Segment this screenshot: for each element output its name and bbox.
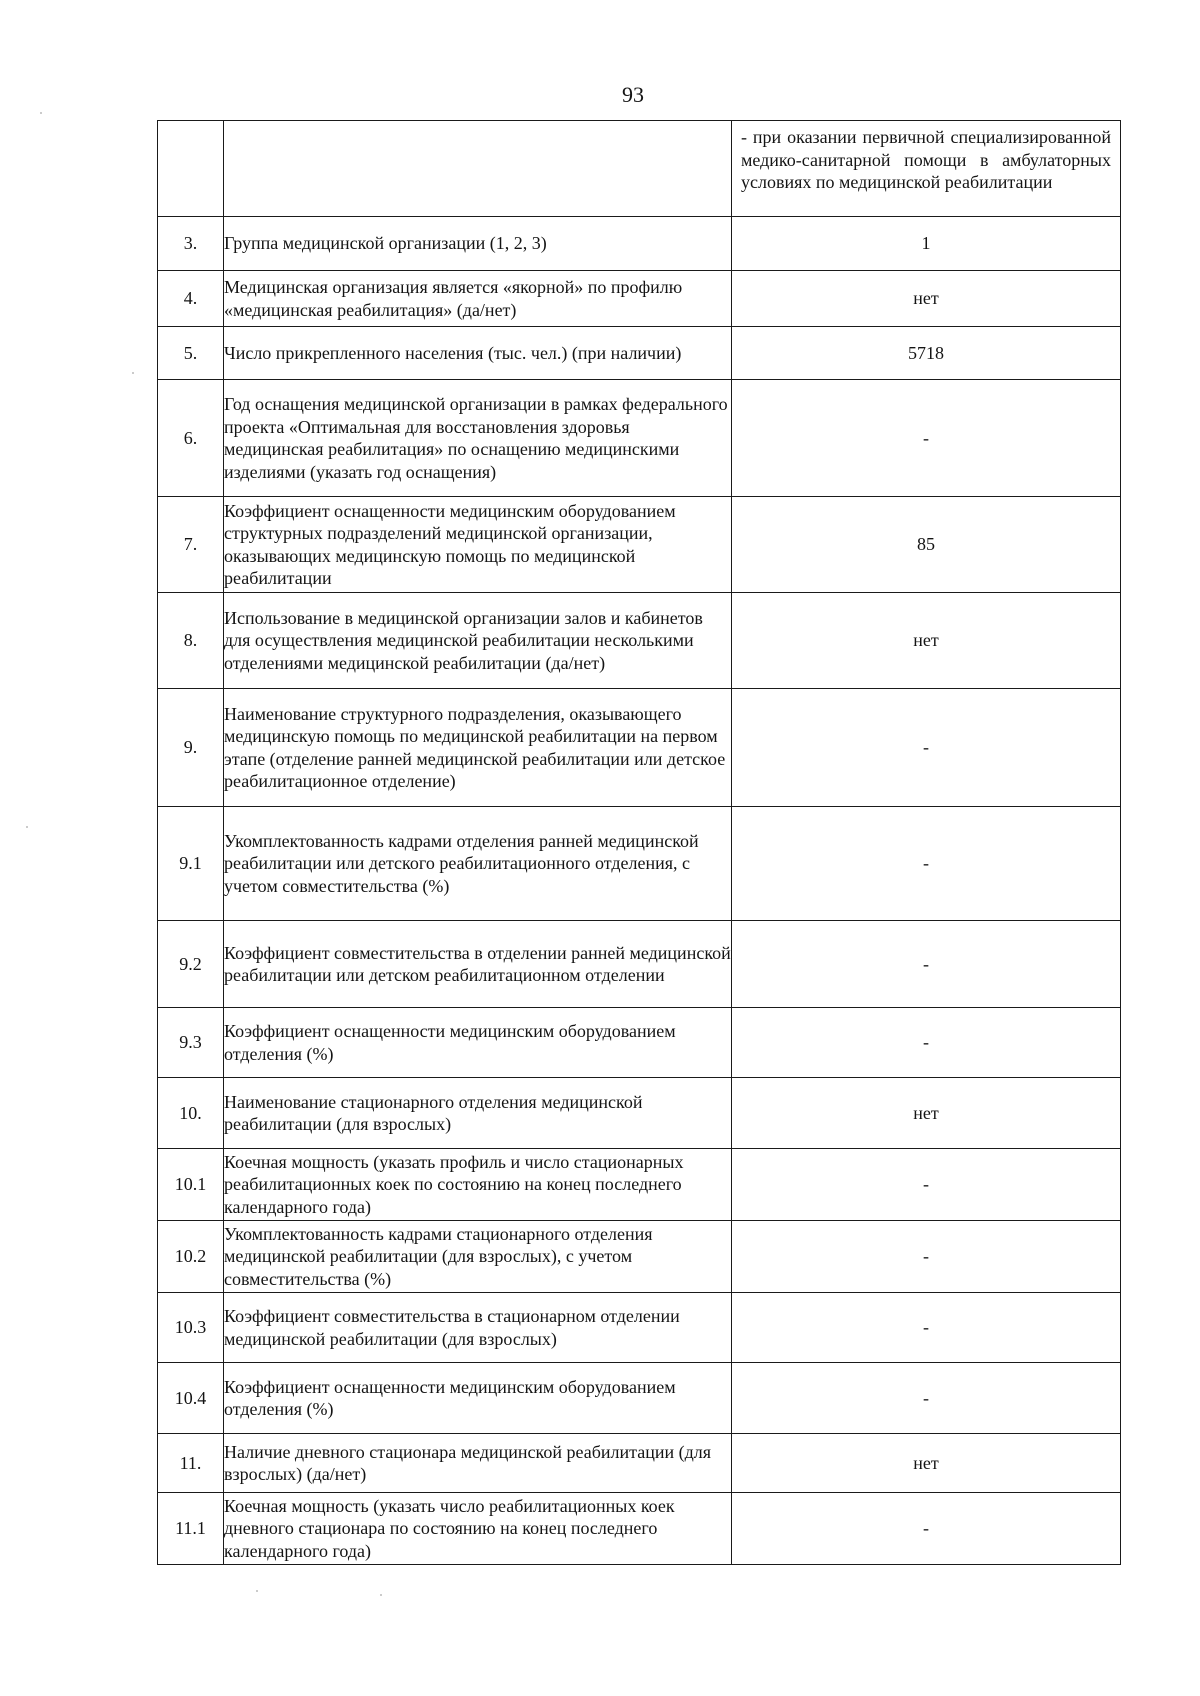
row-number: 10.1 xyxy=(158,1149,224,1221)
table-row xyxy=(158,497,1121,593)
table-row xyxy=(158,1434,1121,1493)
table-row xyxy=(158,807,1121,921)
row-value: - xyxy=(732,1363,1121,1434)
row-number: 7. xyxy=(158,497,224,593)
row-number: 6. xyxy=(158,380,224,497)
table-row xyxy=(158,1493,1121,1565)
row-value: - xyxy=(732,1493,1121,1565)
row-value: нет xyxy=(732,1078,1121,1149)
row-value: - xyxy=(732,1008,1121,1078)
page-number: 93 xyxy=(622,82,644,107)
row-value: - xyxy=(732,1221,1121,1293)
table-row xyxy=(158,593,1121,689)
row-value: нет xyxy=(732,1434,1121,1493)
row-number: 10.4 xyxy=(158,1363,224,1434)
table-row xyxy=(158,1008,1121,1078)
table-row xyxy=(158,1078,1121,1149)
table-row xyxy=(158,271,1121,327)
row-description: Коэффициент совместительства в стационарном отделении медицинской реабилитации (для взрослых) xyxy=(224,1293,732,1363)
table-row xyxy=(158,921,1121,1008)
row-description: Укомплектованность кадрами отделения ранней медицинской реабилитации или детского реабилитационного отделения, с учетом совместительства (%) xyxy=(224,807,732,921)
row-number: 9.1 xyxy=(158,807,224,921)
scan-speck xyxy=(132,372,134,374)
row-value: 5718 xyxy=(732,327,1121,380)
header-description-cell xyxy=(224,121,732,217)
table-row xyxy=(158,380,1121,497)
table-row xyxy=(158,1221,1121,1293)
row-description: Наименование стационарного отделения медицинской реабилитации (для взрослых) xyxy=(224,1078,732,1149)
row-value: 1 xyxy=(732,217,1121,271)
indicators-table xyxy=(157,120,1121,1565)
row-description: Группа медицинской организации (1, 2, 3) xyxy=(224,217,732,271)
table-header-row xyxy=(158,121,1121,217)
row-value: - xyxy=(732,807,1121,921)
scan-speck xyxy=(256,1590,258,1592)
row-number: 5. xyxy=(158,327,224,380)
row-description: Наличие дневного стационара медицинской реабилитации (для взрослых) (да/нет) xyxy=(224,1434,732,1493)
row-description: Наименование структурного подразделения, оказывающего медицинскую помощь по медицинской реабилитации на первом этапе (отделение ранней медицинской реабилитации или детское реабилитационное отделение) xyxy=(224,689,732,807)
row-number: 9. xyxy=(158,689,224,807)
row-description: Коэффициент оснащенности медицинским оборудованием структурных подразделений медицинской организации, оказывающих медицинскую помощь по медицинской реабилитации xyxy=(224,497,732,593)
row-value: - xyxy=(732,1149,1121,1221)
row-description: Укомплектованность кадрами стационарного отделения медицинской реабилитации (для взрослых), с учетом совместительства (%) xyxy=(224,1221,732,1293)
row-description: Коечная мощность (указать число реабилитационных коек дневного стационара по состоянию на конец последнего календарного года) xyxy=(224,1493,732,1565)
row-value: нет xyxy=(732,593,1121,689)
row-description: Коэффициент оснащенности медицинским оборудованием отделения (%) xyxy=(224,1363,732,1434)
row-value: 85 xyxy=(732,497,1121,593)
header-value-cell: - при оказании первичной специализированной медико-санитарной помощи в амбулаторных условиях по медицинской реабилитации xyxy=(732,121,1121,217)
row-description: Использование в медицинской организации залов и кабинетов для осуществления медицинской реабилитации несколькими отделениями медицинской реабилитации (да/нет) xyxy=(224,593,732,689)
table-row xyxy=(158,1363,1121,1434)
scan-speck xyxy=(26,826,28,828)
row-description: Медицинская организация является «якорной» по профилю «медицинская реабилитация» (да/нет) xyxy=(224,271,732,327)
row-value: - xyxy=(732,689,1121,807)
table-row xyxy=(158,689,1121,807)
row-number: 10.3 xyxy=(158,1293,224,1363)
row-description: Коечная мощность (указать профиль и число стационарных реабилитационных коек по состоянию на конец последнего календарного года) xyxy=(224,1149,732,1221)
row-number: 11. xyxy=(158,1434,224,1493)
row-number: 9.3 xyxy=(158,1008,224,1078)
row-value: - xyxy=(732,380,1121,497)
row-description: Год оснащения медицинской организации в рамках федерального проекта «Оптимальная для восстановления здоровья медицинская реабилитация» по оснащению медицинскими изделиями (указать год оснащения) xyxy=(224,380,732,497)
row-number: 4. xyxy=(158,271,224,327)
row-description: Число прикрепленного населения (тыс. чел.) (при наличии) xyxy=(224,327,732,380)
row-number: 11.1 xyxy=(158,1493,224,1565)
row-number: 8. xyxy=(158,593,224,689)
scan-speck xyxy=(40,112,42,114)
row-number: 10. xyxy=(158,1078,224,1149)
row-value: - xyxy=(732,921,1121,1008)
table-row xyxy=(158,1149,1121,1221)
row-number: 3. xyxy=(158,217,224,271)
table-row xyxy=(158,327,1121,380)
row-description: Коэффициент оснащенности медицинским оборудованием отделения (%) xyxy=(224,1008,732,1078)
row-value: - xyxy=(732,1293,1121,1363)
scan-speck xyxy=(380,1594,382,1596)
row-value: нет xyxy=(732,271,1121,327)
table-row xyxy=(158,1293,1121,1363)
row-number: 10.2 xyxy=(158,1221,224,1293)
row-description: Коэффициент совместительства в отделении ранней медицинской реабилитации или детском реабилитационном отделении xyxy=(224,921,732,1008)
row-number: 9.2 xyxy=(158,921,224,1008)
header-num-cell xyxy=(158,121,224,217)
table-row xyxy=(158,217,1121,271)
